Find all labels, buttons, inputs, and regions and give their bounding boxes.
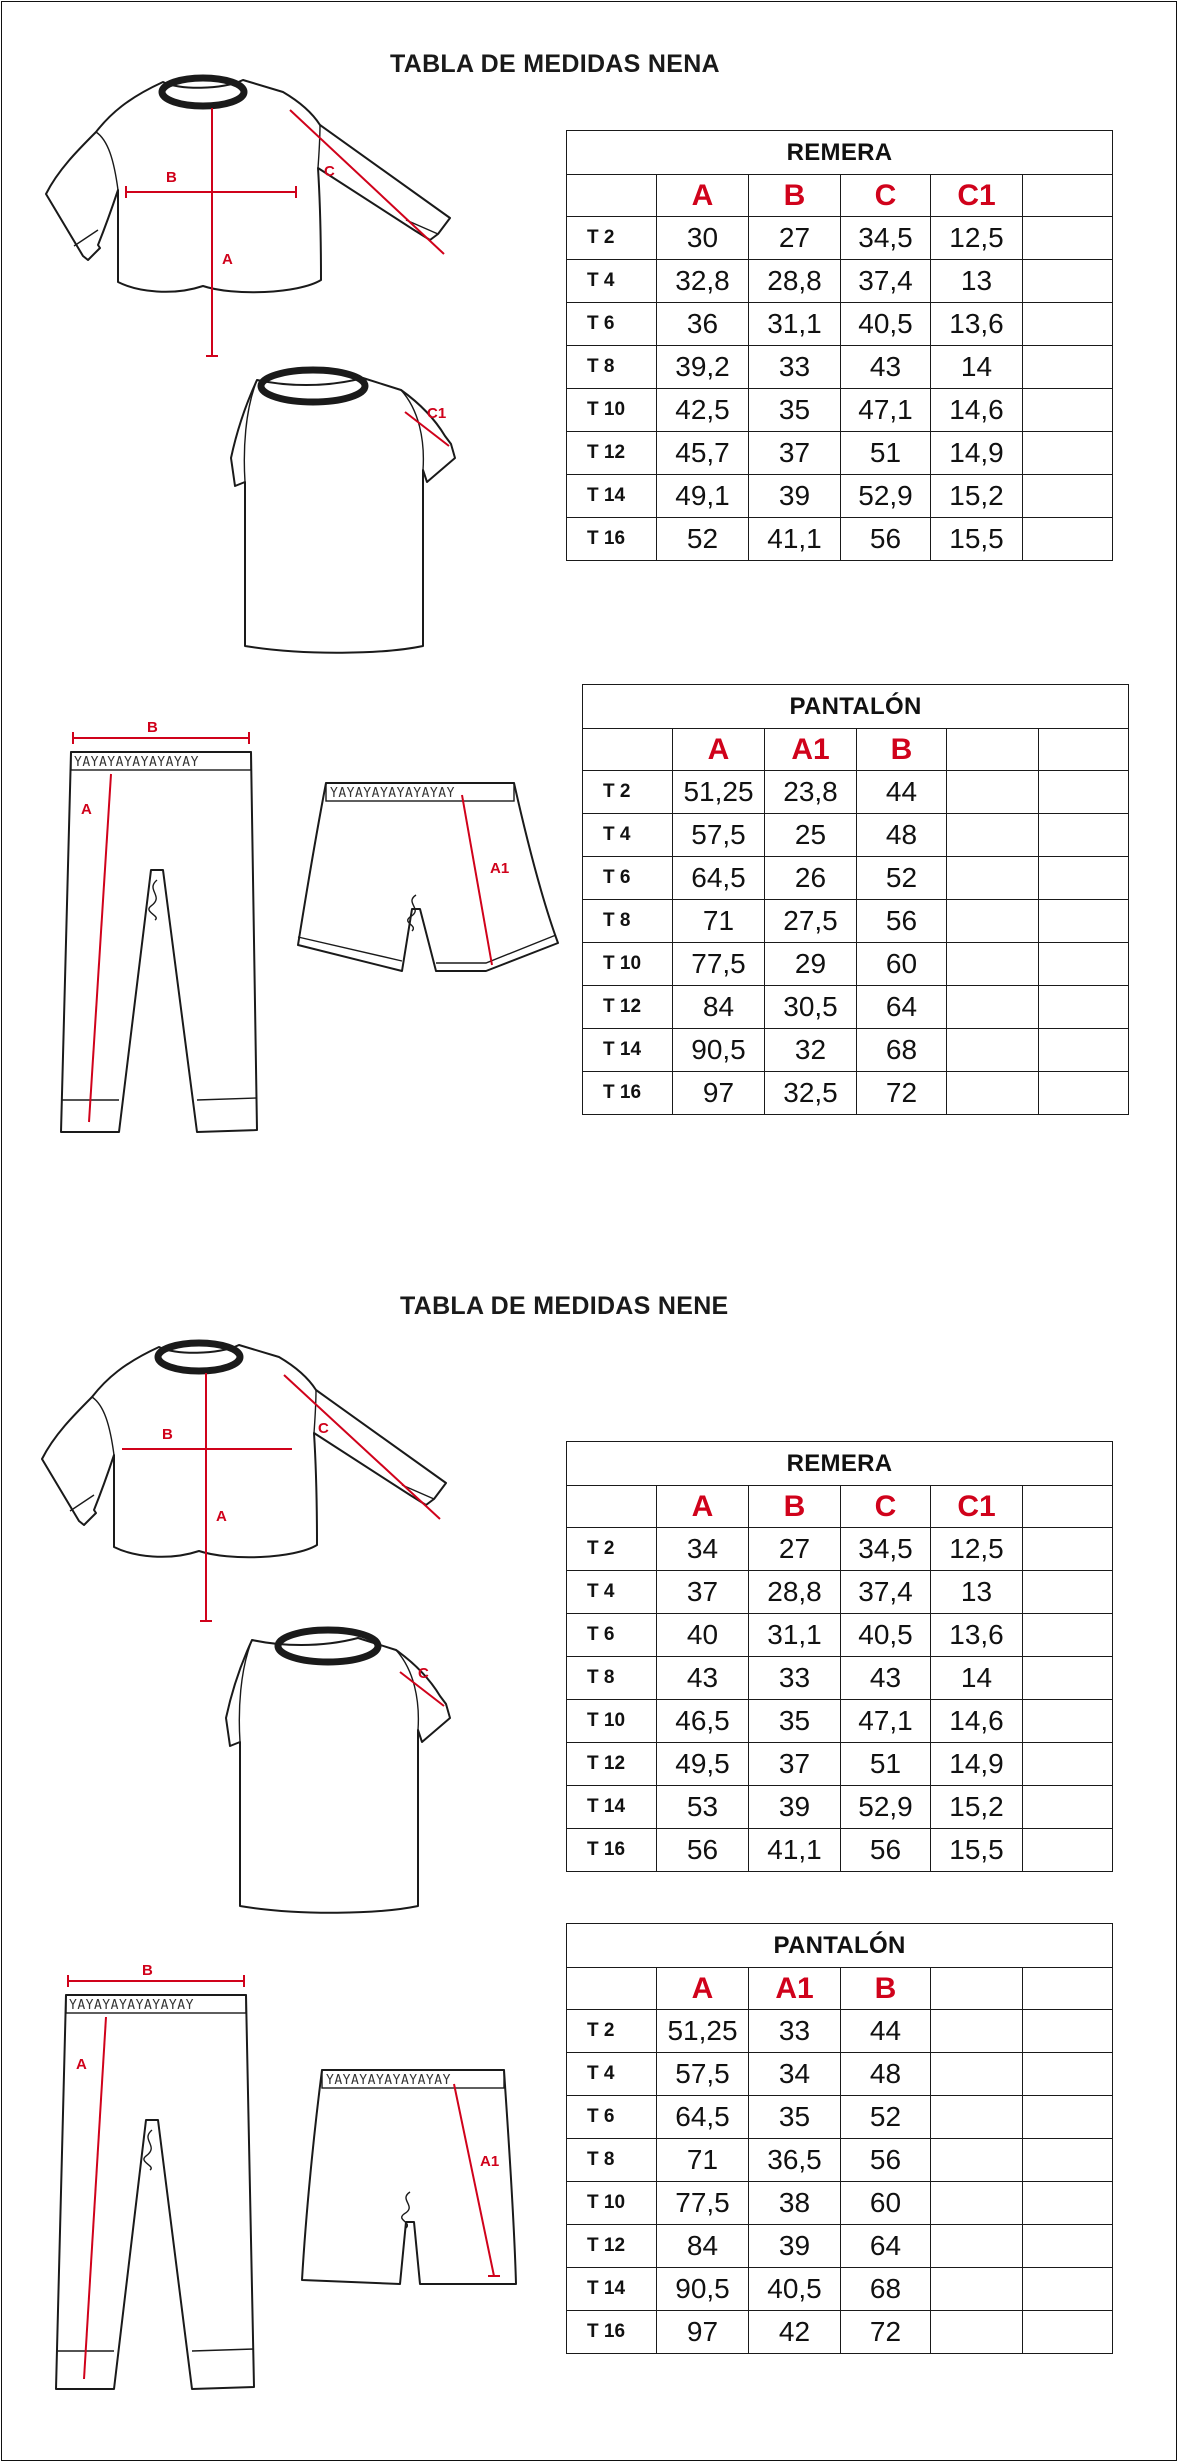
measurement-cell: 51 — [841, 432, 931, 475]
girls-section-title: TABLA DE MEDIDAS NENA — [390, 50, 720, 78]
measurement-cell: 30 — [657, 217, 749, 260]
col-header-a: A — [657, 1968, 749, 2010]
boys-shirt-table — [566, 1441, 1113, 1872]
header-spacer — [1039, 729, 1129, 771]
table-row — [583, 986, 1129, 1029]
table-row — [567, 2182, 1113, 2225]
long-sleeve-shirt-diagram — [34, 1335, 464, 1635]
measurement-cell: 35 — [749, 389, 841, 432]
long-pants-diagram — [50, 1955, 270, 2445]
empty-cell — [1023, 303, 1113, 346]
boys-shirt-label-b: B — [162, 1426, 173, 1443]
empty-cell — [1023, 1571, 1113, 1614]
boys-shirt-table-title: REMERA — [567, 1442, 1113, 1486]
table-row — [567, 2053, 1113, 2096]
measurement-cell: 15,2 — [931, 475, 1023, 518]
measurement-cell: 53 — [657, 1786, 749, 1829]
measurement-cell — [947, 771, 1039, 814]
empty-cell — [1039, 943, 1129, 986]
boys-shorts-label-a1: A1 — [480, 2153, 500, 2170]
size-label: T 10 — [583, 943, 673, 986]
table-row — [567, 260, 1113, 303]
boys-pants-label-b: B — [142, 1962, 153, 1979]
measurement-cell: 14,9 — [931, 1743, 1023, 1786]
measurement-cell: 31,1 — [749, 1614, 841, 1657]
measurement-cell: 32 — [765, 1029, 857, 1072]
measurement-cell: 51 — [841, 1743, 931, 1786]
size-label: T 12 — [567, 432, 657, 475]
table-row — [567, 432, 1113, 475]
measurement-cell: 51,25 — [673, 771, 765, 814]
measurement-cell: 57,5 — [657, 2053, 749, 2096]
measurement-cell: 38 — [749, 2182, 841, 2225]
size-label: T 16 — [567, 518, 657, 561]
measurement-cell: 32,5 — [765, 1072, 857, 1115]
col-header-c1: C1 — [931, 1486, 1023, 1528]
waistband-pattern: YAYAYAYAYAYAYAY — [74, 755, 199, 770]
measurement-cell: 30,5 — [765, 986, 857, 1029]
empty-cell — [1023, 389, 1113, 432]
col-header-b: B — [841, 1968, 931, 2010]
table-row — [567, 1786, 1113, 1829]
measurement-cell: 33 — [749, 346, 841, 389]
size-label: T 10 — [567, 1700, 657, 1743]
measurement-cell: 72 — [857, 1072, 947, 1115]
measurement-cell: 37,4 — [841, 260, 931, 303]
girls-shirt-label-c: C — [324, 163, 335, 180]
empty-cell — [1023, 1786, 1113, 1829]
measurement-cell: 31,1 — [749, 303, 841, 346]
measurement-cell: 26 — [765, 857, 857, 900]
shorts-diagram — [296, 2062, 526, 2292]
measurement-cell: 40 — [657, 1614, 749, 1657]
measurement-cell: 12,5 — [931, 217, 1023, 260]
boys-pants-label-a: A — [76, 2056, 87, 2073]
waistband-pattern: YAYAYAYAYAYAYAY — [330, 786, 455, 801]
measurement-cell: 90,5 — [673, 1029, 765, 1072]
measurement-cell: 44 — [857, 771, 947, 814]
measurement-cell: 44 — [841, 2010, 931, 2053]
empty-cell — [1023, 2268, 1113, 2311]
girls-pants-label-a: A — [81, 801, 92, 818]
col-header-c: C — [841, 1486, 931, 1528]
measurement-cell: 13,6 — [931, 1614, 1023, 1657]
measurement-cell: 15,5 — [931, 1829, 1023, 1872]
measurement-cell: 43 — [841, 1657, 931, 1700]
empty-cell — [1023, 260, 1113, 303]
measurement-cell: 37 — [749, 432, 841, 475]
col-header-b: B — [749, 175, 841, 217]
size-label: T 2 — [583, 771, 673, 814]
girls-pants-table — [582, 684, 1129, 1115]
table-row — [567, 2096, 1113, 2139]
measurement-cell: 14,6 — [931, 389, 1023, 432]
size-label: T 2 — [567, 2010, 657, 2053]
boys-shirt-label-a: A — [216, 1508, 227, 1525]
size-label: T 4 — [567, 2053, 657, 2096]
size-label: T 8 — [567, 1657, 657, 1700]
size-label: T 12 — [567, 1743, 657, 1786]
size-label: T 12 — [567, 2225, 657, 2268]
long-pants-diagram — [55, 720, 275, 1190]
table-row — [567, 1743, 1113, 1786]
measurement-cell: 15,5 — [931, 518, 1023, 561]
measurement-cell: 35 — [749, 1700, 841, 1743]
measurement-cell: 39 — [749, 1786, 841, 1829]
short-sleeve-shirt-diagram — [200, 1630, 470, 1920]
col-header-empty — [947, 729, 1039, 771]
measurement-cell: 52,9 — [841, 1786, 931, 1829]
waistband-pattern: YAYAYAYAYAYAYAY — [69, 1998, 194, 2013]
size-label: T 4 — [583, 814, 673, 857]
col-header-c: C — [841, 175, 931, 217]
measurement-cell: 34 — [749, 2053, 841, 2096]
header-spacer — [583, 729, 673, 771]
header-spacer — [1023, 1968, 1113, 2010]
table-row — [567, 518, 1113, 561]
measurement-cell: 27 — [749, 217, 841, 260]
measurement-cell: 68 — [857, 1029, 947, 1072]
empty-cell — [1023, 1614, 1113, 1657]
table-row — [567, 2268, 1113, 2311]
measurement-cell: 56 — [657, 1829, 749, 1872]
measurement-cell: 23,8 — [765, 771, 857, 814]
table-row — [583, 1072, 1129, 1115]
girls-shorts-label-a1: A1 — [490, 860, 510, 877]
header-spacer — [1023, 175, 1113, 217]
measurement-cell: 64 — [857, 986, 947, 1029]
measurement-cell: 64,5 — [657, 2096, 749, 2139]
measurement-cell — [947, 857, 1039, 900]
boys-section-title: TABLA DE MEDIDAS NENE — [400, 1292, 729, 1320]
measurement-cell: 42,5 — [657, 389, 749, 432]
empty-cell — [1023, 1700, 1113, 1743]
table-row — [583, 814, 1129, 857]
size-label: T 8 — [567, 346, 657, 389]
measurement-cell: 13,6 — [931, 303, 1023, 346]
measurement-cell: 43 — [841, 346, 931, 389]
measurement-cell: 52,9 — [841, 475, 931, 518]
measurement-cell — [931, 2225, 1023, 2268]
measurement-cell — [947, 900, 1039, 943]
measurement-cell: 13 — [931, 1571, 1023, 1614]
measurement-cell: 52 — [857, 857, 947, 900]
size-label: T 2 — [567, 1528, 657, 1571]
measurement-cell: 90,5 — [657, 2268, 749, 2311]
table-row — [567, 1657, 1113, 1700]
col-header-b: B — [857, 729, 947, 771]
measurement-cell: 71 — [657, 2139, 749, 2182]
size-label: T 6 — [567, 1614, 657, 1657]
table-row — [567, 2010, 1113, 2053]
measurement-cell: 34,5 — [841, 1528, 931, 1571]
boys-pants-table-title: PANTALÓN — [567, 1924, 1113, 1968]
size-label: T 4 — [567, 1571, 657, 1614]
measurement-cell: 40,5 — [749, 2268, 841, 2311]
boys-pants-table — [566, 1923, 1113, 2354]
measurement-cell: 56 — [841, 1829, 931, 1872]
header-spacer — [567, 175, 657, 217]
empty-cell — [1039, 771, 1129, 814]
empty-cell — [1039, 814, 1129, 857]
measurement-cell: 52 — [841, 2096, 931, 2139]
measurement-cell: 41,1 — [749, 518, 841, 561]
empty-cell — [1023, 1829, 1113, 1872]
empty-cell — [1023, 217, 1113, 260]
girls-shirt-label-c1: C1 — [427, 405, 447, 422]
measurement-cell: 49,1 — [657, 475, 749, 518]
girls-shirt-table — [566, 130, 1113, 561]
waistband-pattern: YAYAYAYAYAYAYAY — [326, 2073, 451, 2088]
table-row — [567, 217, 1113, 260]
measurement-cell: 84 — [657, 2225, 749, 2268]
measurement-cell: 33 — [749, 1657, 841, 1700]
measurement-cell: 34 — [657, 1528, 749, 1571]
measurement-cell: 25 — [765, 814, 857, 857]
measurement-cell: 48 — [857, 814, 947, 857]
short-sleeve-shirt-diagram — [205, 370, 475, 660]
measurement-cell: 46,5 — [657, 1700, 749, 1743]
boys-shirt-label-c: C — [318, 1420, 329, 1437]
measurement-cell: 39,2 — [657, 346, 749, 389]
empty-cell — [1039, 1029, 1129, 1072]
size-label: T 6 — [567, 2096, 657, 2139]
measurement-cell: 37 — [749, 1743, 841, 1786]
measurement-cell — [931, 2096, 1023, 2139]
col-header-a: A — [673, 729, 765, 771]
measurement-cell: 84 — [673, 986, 765, 1029]
measurement-cell: 60 — [857, 943, 947, 986]
empty-cell — [1023, 346, 1113, 389]
empty-cell — [1023, 2182, 1113, 2225]
girls-pants-label-b: B — [147, 719, 158, 736]
table-row — [567, 346, 1113, 389]
empty-cell — [1023, 432, 1113, 475]
measurement-cell: 48 — [841, 2053, 931, 2096]
measurement-cell: 27,5 — [765, 900, 857, 943]
measurement-cell — [931, 2053, 1023, 2096]
size-label: T 6 — [583, 857, 673, 900]
girls-shirt-label-b: B — [166, 169, 177, 186]
table-row — [583, 1029, 1129, 1072]
measurement-cell: 64,5 — [673, 857, 765, 900]
col-header-a: A — [657, 1486, 749, 1528]
col-header-a1: A1 — [749, 1968, 841, 2010]
size-label: T 10 — [567, 389, 657, 432]
size-label: T 16 — [567, 2311, 657, 2354]
measurement-cell — [947, 1072, 1039, 1115]
measurement-cell: 77,5 — [657, 2182, 749, 2225]
measurement-cell: 28,8 — [749, 260, 841, 303]
table-row — [583, 900, 1129, 943]
measurement-cell: 56 — [857, 900, 947, 943]
measurement-cell: 27 — [749, 1528, 841, 1571]
measurement-cell: 97 — [673, 1072, 765, 1115]
measurement-cell: 36,5 — [749, 2139, 841, 2182]
empty-cell — [1023, 2096, 1113, 2139]
size-label: T 8 — [567, 2139, 657, 2182]
col-header-a1: A1 — [765, 729, 857, 771]
empty-cell — [1039, 857, 1129, 900]
size-label: T 14 — [583, 1029, 673, 1072]
measurement-cell: 43 — [657, 1657, 749, 1700]
measurement-cell: 14,9 — [931, 432, 1023, 475]
measurement-cell: 40,5 — [841, 303, 931, 346]
measurement-cell: 14 — [931, 1657, 1023, 1700]
measurement-cell: 36 — [657, 303, 749, 346]
size-label: T 12 — [583, 986, 673, 1029]
table-row — [583, 771, 1129, 814]
measurement-cell: 71 — [673, 900, 765, 943]
table-row — [567, 389, 1113, 432]
table-row — [567, 2311, 1113, 2354]
girls-shirt-table-title: REMERA — [567, 131, 1113, 175]
table-row — [567, 2225, 1113, 2268]
measurement-cell: 45,7 — [657, 432, 749, 475]
measurement-cell: 35 — [749, 2096, 841, 2139]
measurement-cell: 33 — [749, 2010, 841, 2053]
measurement-cell — [947, 1029, 1039, 1072]
measurement-cell: 56 — [841, 2139, 931, 2182]
col-header-c1: C1 — [931, 175, 1023, 217]
empty-cell — [1023, 518, 1113, 561]
measurement-cell — [931, 2139, 1023, 2182]
empty-cell — [1023, 2311, 1113, 2354]
size-label: T 8 — [583, 900, 673, 943]
measurement-cell: 47,1 — [841, 389, 931, 432]
size-label: T 16 — [567, 1829, 657, 1872]
measurement-cell — [947, 814, 1039, 857]
empty-cell — [1039, 1072, 1129, 1115]
header-spacer — [567, 1486, 657, 1528]
measurement-cell: 47,1 — [841, 1700, 931, 1743]
size-label: T 6 — [567, 303, 657, 346]
measurement-cell: 42 — [749, 2311, 841, 2354]
measurement-cell: 39 — [749, 2225, 841, 2268]
empty-cell — [1039, 900, 1129, 943]
measurement-cell — [931, 2182, 1023, 2225]
measurement-cell: 34,5 — [841, 217, 931, 260]
table-row — [567, 1829, 1113, 1872]
measurement-cell: 41,1 — [749, 1829, 841, 1872]
measurement-cell: 14,6 — [931, 1700, 1023, 1743]
measurement-cell: 52 — [657, 518, 749, 561]
size-label: T 10 — [567, 2182, 657, 2225]
boys-shirt-label-c1: C — [418, 1665, 429, 1682]
empty-cell — [1023, 475, 1113, 518]
measurement-cell — [947, 986, 1039, 1029]
col-header-empty — [931, 1968, 1023, 2010]
empty-cell — [1023, 1743, 1113, 1786]
measurement-cell: 28,8 — [749, 1571, 841, 1614]
measurement-cell: 60 — [841, 2182, 931, 2225]
empty-cell — [1023, 1528, 1113, 1571]
measurement-cell: 51,25 — [657, 2010, 749, 2053]
measurement-cell: 49,5 — [657, 1743, 749, 1786]
measurement-cell: 64 — [841, 2225, 931, 2268]
header-spacer — [1023, 1486, 1113, 1528]
measurement-cell: 13 — [931, 260, 1023, 303]
empty-cell — [1023, 2053, 1113, 2096]
measurement-cell: 77,5 — [673, 943, 765, 986]
table-row — [567, 2139, 1113, 2182]
col-header-b: B — [749, 1486, 841, 1528]
empty-cell — [1023, 2225, 1113, 2268]
empty-cell — [1023, 2010, 1113, 2053]
girls-shirt-label-a: A — [222, 251, 233, 268]
empty-cell — [1023, 1657, 1113, 1700]
measurement-cell: 12,5 — [931, 1528, 1023, 1571]
table-row — [567, 1571, 1113, 1614]
table-row — [567, 1614, 1113, 1657]
shorts-diagram — [290, 775, 570, 975]
table-row — [567, 475, 1113, 518]
measurement-cell: 97 — [657, 2311, 749, 2354]
measurement-cell — [931, 2010, 1023, 2053]
measurement-cell: 29 — [765, 943, 857, 986]
table-row — [583, 857, 1129, 900]
size-label: T 4 — [567, 260, 657, 303]
size-label: T 14 — [567, 475, 657, 518]
measurement-cell: 56 — [841, 518, 931, 561]
size-label: T 16 — [583, 1072, 673, 1115]
measurement-cell — [947, 943, 1039, 986]
measurement-cell: 37 — [657, 1571, 749, 1614]
measurement-cell — [931, 2268, 1023, 2311]
measurement-cell: 14 — [931, 346, 1023, 389]
measurement-cell: 68 — [841, 2268, 931, 2311]
measurement-cell: 15,2 — [931, 1786, 1023, 1829]
col-header-a: A — [657, 175, 749, 217]
size-label: T 14 — [567, 2268, 657, 2311]
measurement-cell — [931, 2311, 1023, 2354]
size-label: T 14 — [567, 1786, 657, 1829]
table-row — [567, 303, 1113, 346]
measurement-cell: 32,8 — [657, 260, 749, 303]
girls-pants-table-title: PANTALÓN — [583, 685, 1129, 729]
table-row — [567, 1700, 1113, 1743]
measurement-cell: 37,4 — [841, 1571, 931, 1614]
table-row — [583, 943, 1129, 986]
measurement-cell: 72 — [841, 2311, 931, 2354]
table-row — [567, 1528, 1113, 1571]
size-label: T 2 — [567, 217, 657, 260]
measurement-cell: 39 — [749, 475, 841, 518]
header-spacer — [567, 1968, 657, 2010]
empty-cell — [1023, 2139, 1113, 2182]
empty-cell — [1039, 986, 1129, 1029]
measurement-cell: 40,5 — [841, 1614, 931, 1657]
measurement-cell: 57,5 — [673, 814, 765, 857]
long-sleeve-shirt-diagram — [38, 70, 468, 370]
